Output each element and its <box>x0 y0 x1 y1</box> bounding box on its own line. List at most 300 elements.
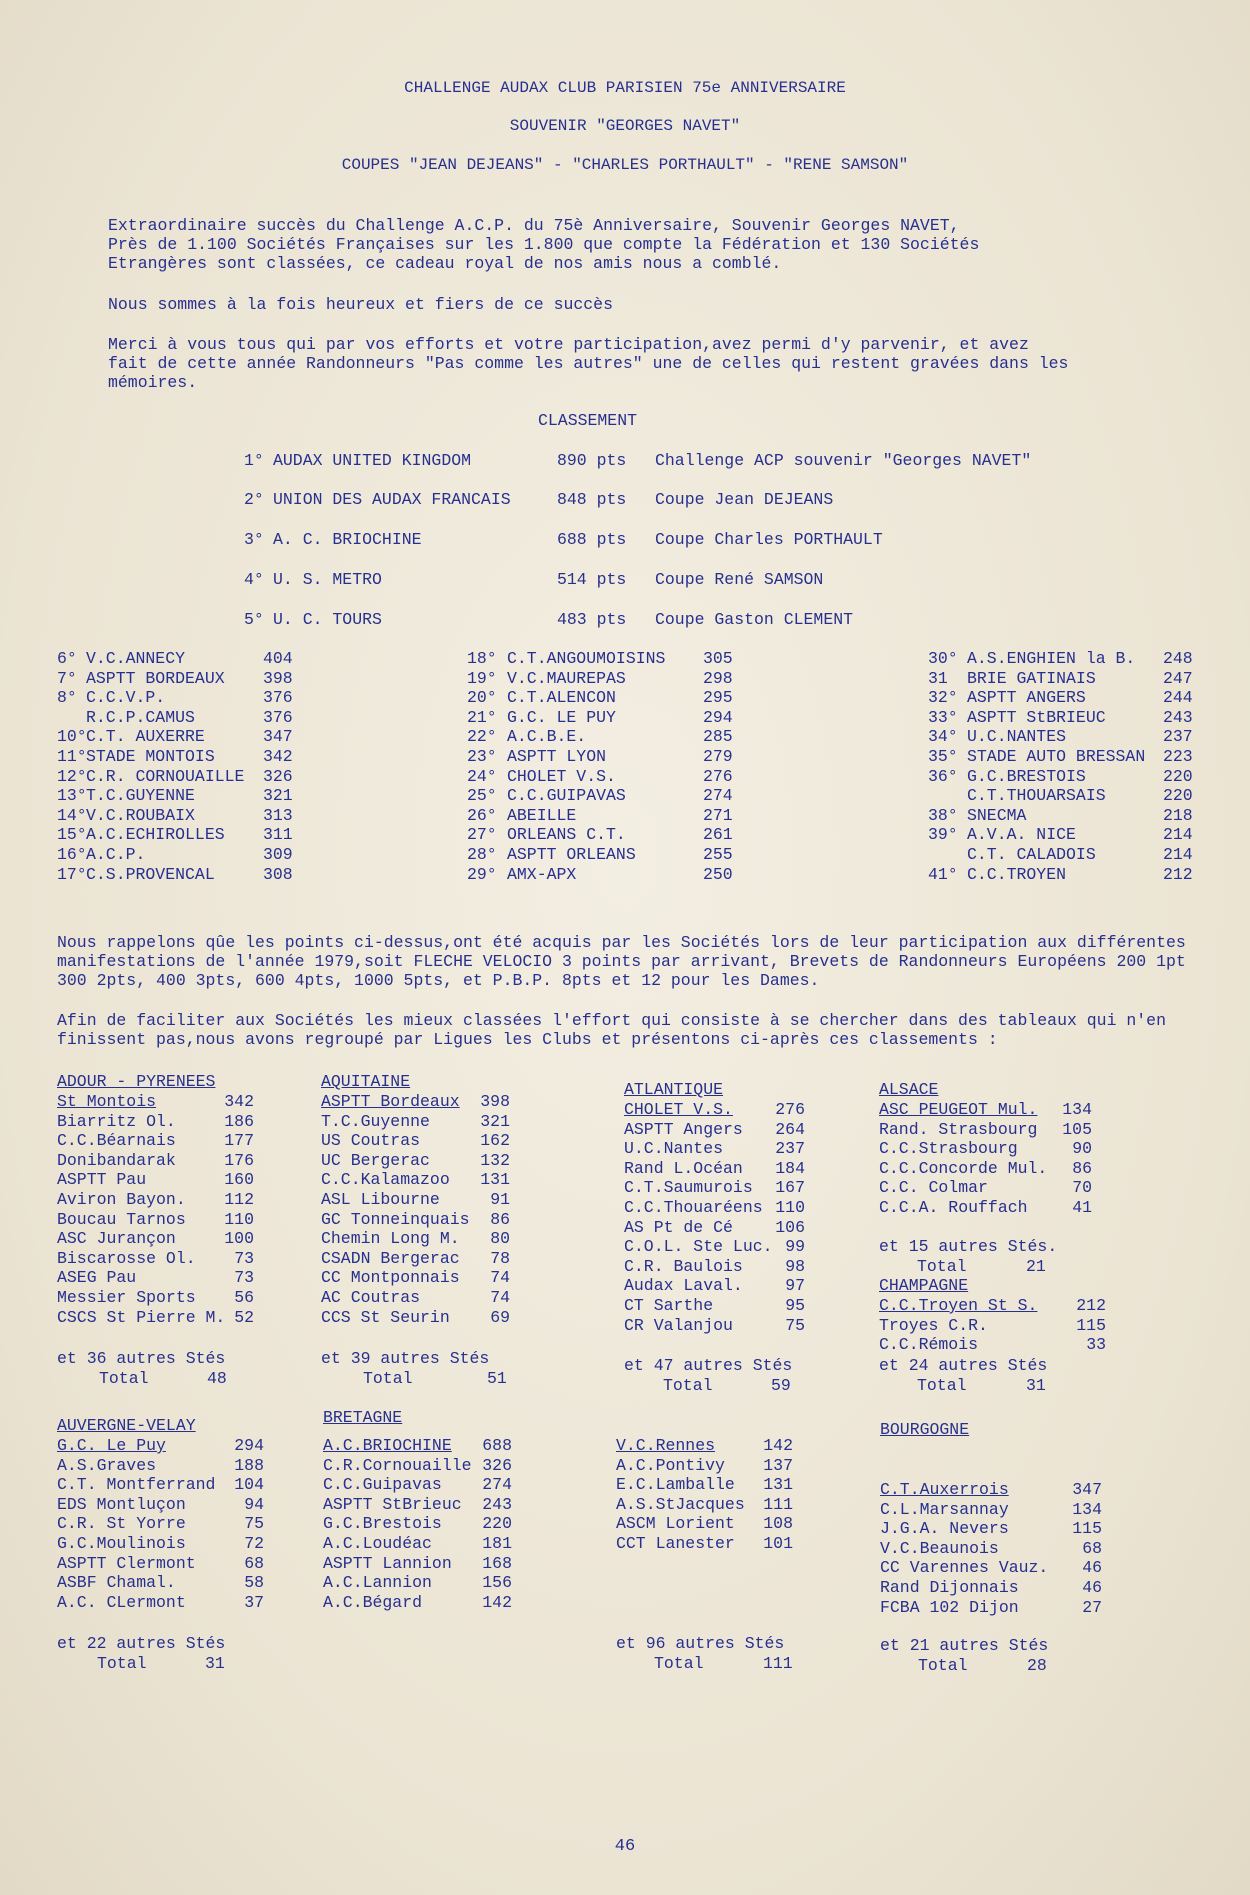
league-points: 131 <box>763 1475 793 1495</box>
league-club: US Coutras <box>321 1131 421 1151</box>
league-points: 100 <box>224 1229 254 1249</box>
league-points: 91 <box>490 1190 510 1209</box>
league-points: 398 <box>480 1092 510 1111</box>
league-points: 156 <box>482 1573 512 1593</box>
top5-club: AUDAX UNITED KINGDOM <box>273 451 472 470</box>
league-others: et 15 autres Stés. <box>879 1237 1058 1256</box>
league-points: 276 <box>775 1100 805 1119</box>
rank-club: ASPTT ANGERS <box>967 688 1086 708</box>
rank-number: 23° <box>467 747 497 766</box>
league-club: FCBA 102 Dijon <box>880 1597 1019 1617</box>
league-club: C.C.A. Rouffach <box>879 1198 1028 1217</box>
league-club: GC Tonneinquais <box>321 1209 470 1229</box>
league-points: 74 <box>490 1268 510 1288</box>
league-club: Biscarosse Ol. <box>57 1248 196 1268</box>
league-points: 132 <box>480 1150 510 1170</box>
top5-rank: 5° <box>244 610 264 629</box>
rank-number: 30° <box>928 649 958 668</box>
league-points: 177 <box>224 1131 254 1151</box>
rank-points: 326 <box>263 766 293 786</box>
league-points: 27 <box>1082 1597 1102 1617</box>
rank-club: C.T.ALENCON <box>507 688 616 708</box>
note1-line2: manifestations de l'année 1979,soit FLECHE VELOCIO 3 points par arrivant, Brevets de Randonneurs Européens 200 1pt <box>57 952 1186 971</box>
rank-club: C.T. AUXERRE <box>86 727 205 747</box>
rank-club: C.T. CALADOIS <box>967 845 1096 864</box>
league-club: T.C.Guyenne <box>321 1111 430 1131</box>
league-club: G.C.Moulinois <box>57 1534 186 1553</box>
league-points: 108 <box>763 1514 793 1534</box>
league-club: A.S.Graves <box>57 1455 157 1475</box>
rank-club: STADE MONTOIS <box>86 747 215 766</box>
league-club: ASPTT Pau <box>57 1170 147 1190</box>
classement-title: CLASSEMENT <box>538 411 638 430</box>
league-title: CHAMPAGNE <box>879 1276 969 1295</box>
rank-club: A.S.ENGHIEN la B. <box>967 649 1136 668</box>
league-total: 28 <box>1027 1655 1047 1675</box>
league-points: 688 <box>482 1436 512 1455</box>
league-club: UC Bergerac <box>321 1150 430 1170</box>
rank-club: G.C.BRESTOIS <box>967 766 1086 786</box>
league-points: 90 <box>1072 1139 1092 1159</box>
league-club: St Montois <box>57 1092 157 1111</box>
league-points: 37 <box>244 1592 264 1612</box>
league-club: CSCS St Pierre M. <box>57 1307 226 1327</box>
league-points: 167 <box>775 1178 805 1198</box>
rank-points: 261 <box>703 825 733 845</box>
league-title: ADOUR - PYRENEES <box>57 1072 216 1091</box>
league-club: A.C.Pontivy <box>616 1455 725 1475</box>
league-others: et 22 autres Stés <box>57 1634 226 1653</box>
rank-points: 398 <box>263 668 293 688</box>
rank-club: A.V.A. NICE <box>967 825 1076 845</box>
rank-club: ASPTT BORDEAUX <box>86 668 225 688</box>
league-others: et 24 autres Stés <box>879 1356 1048 1375</box>
league-total: 59 <box>771 1375 791 1395</box>
league-points: 188 <box>234 1455 264 1475</box>
league-points: 168 <box>482 1553 512 1573</box>
league-total: 31 <box>1026 1375 1046 1395</box>
league-points: 347 <box>1072 1480 1102 1499</box>
league-total-label: Total <box>654 1653 704 1673</box>
rank-number: 26° <box>467 805 497 825</box>
league-title: AQUITAINE <box>321 1072 411 1091</box>
rank-points: 276 <box>703 766 733 786</box>
intro-p1-line3: Etrangères sont classées, ce cadeau royal de nos amis nous a comblé. <box>108 254 782 273</box>
league-points: 342 <box>224 1092 254 1111</box>
intro-p2: Nous sommes à la fois heureux et fiers de ce succès <box>108 295 613 314</box>
rank-points: 295 <box>703 688 733 708</box>
intro-p3-line2: fait de cette année Randonneurs "Pas comme les autres" une de celles qui restent gravées dans les <box>108 354 1069 373</box>
rank-number: 27° <box>467 825 497 845</box>
note2-line2: finissent pas,nous avons regroupé par Ligues les Clubs et présentons ci-après ces classements : <box>57 1030 998 1049</box>
league-club: C.T.Auxerrois <box>880 1480 1009 1499</box>
rank-points: 376 <box>263 688 293 708</box>
rank-club: G.C. LE PUY <box>507 707 616 727</box>
league-club: ASPTT Clermont <box>57 1553 196 1573</box>
rank-points: 214 <box>1163 845 1193 864</box>
league-points: 99 <box>785 1237 805 1257</box>
top5-rank: 3° <box>244 530 264 549</box>
rank-club: R.C.P.CAMUS <box>86 707 195 727</box>
rank-points: 313 <box>263 805 293 825</box>
league-total-label: Total <box>917 1256 967 1276</box>
top5-row <box>0 570 1250 590</box>
rank-points: 305 <box>703 649 733 668</box>
league-others: et 21 autres Stés <box>880 1636 1049 1655</box>
league-points: 274 <box>482 1475 512 1495</box>
top5-row <box>0 490 1250 510</box>
league-club: Audax Laval. <box>624 1276 743 1296</box>
league-points: 98 <box>785 1256 805 1276</box>
page-number: 46 <box>614 1837 636 1856</box>
rank-points: 404 <box>263 649 293 668</box>
league-total-label: Total <box>97 1653 147 1673</box>
rank-points: 274 <box>703 786 733 806</box>
rank-points: 212 <box>1163 864 1193 884</box>
rank-number: 12° <box>57 766 87 786</box>
rank-points: 223 <box>1163 747 1193 766</box>
rank-points: 214 <box>1163 825 1193 845</box>
rank-number: 17° <box>57 864 87 884</box>
league-total: 111 <box>763 1653 793 1673</box>
intro-p1-line1: Extraordinaire succès du Challenge A.C.P. du 75è Anniversaire, Souvenir Georges NAVET, <box>108 216 960 235</box>
league-points: 70 <box>1072 1178 1092 1198</box>
league-total-label: Total <box>99 1368 149 1388</box>
rank-points: 347 <box>263 727 293 747</box>
top5-prize: Challenge ACP souvenir "Georges NAVET" <box>655 451 1032 470</box>
rank-number: 24° <box>467 766 497 786</box>
league-others: et 47 autres Stés <box>624 1356 793 1375</box>
league-total-label: Total <box>917 1375 967 1395</box>
top5-rank: 4° <box>244 570 264 589</box>
rank-club: T.C.GUYENNE <box>86 786 195 806</box>
intro-p3-line3: mémoires. <box>108 373 198 392</box>
league-points: 94 <box>244 1494 264 1514</box>
league-club: A.S.StJacques <box>616 1494 745 1514</box>
league-points: 75 <box>244 1514 264 1534</box>
league-club: V.C.Beaunois <box>880 1538 999 1558</box>
rank-number: 16° <box>57 845 87 864</box>
rank-club: CHOLET V.S. <box>507 766 616 786</box>
league-points: 294 <box>234 1436 264 1455</box>
rank-club: V.C.ROUBAIX <box>86 805 195 825</box>
league-club: A.C.BRIOCHINE <box>323 1436 452 1455</box>
title-line-3: COUPES "JEAN DEJEANS" - "CHARLES PORTHAULT" - "RENE SAMSON" <box>341 156 909 174</box>
rank-points: 309 <box>263 845 293 864</box>
league-title: ATLANTIQUE <box>624 1080 724 1099</box>
title-line-2: SOUVENIR "GEORGES NAVET" <box>509 117 741 135</box>
league-points: 73 <box>234 1248 254 1268</box>
top5-club: U. S. METRO <box>273 570 382 589</box>
league-club: Chemin Long M. <box>321 1229 460 1249</box>
rank-number: 20° <box>467 688 497 708</box>
rank-number: 7° <box>57 668 77 688</box>
rank-number: 18° <box>467 649 497 668</box>
rank-club: C.C.GUIPAVAS <box>507 786 626 806</box>
league-points: 111 <box>763 1494 793 1514</box>
league-club: C.C.Béarnais <box>57 1131 176 1151</box>
league-points: 95 <box>785 1296 805 1315</box>
league-club: ASCM Lorient <box>616 1514 735 1534</box>
league-club: Rand Dijonnais <box>880 1578 1019 1597</box>
rank-points: 376 <box>263 707 293 727</box>
rank-number: 41° <box>928 864 958 884</box>
league-club: E.C.Lamballe <box>616 1475 735 1495</box>
rank-club: ORLEANS C.T. <box>507 825 626 845</box>
rank-points: 311 <box>263 825 293 845</box>
league-club: A.C.Lannion <box>323 1573 432 1593</box>
league-club: Biarritz Ol. <box>57 1111 176 1131</box>
top5-row <box>0 610 1250 630</box>
top5-club: U. C. TOURS <box>273 610 382 629</box>
league-club: Aviron Bayon. <box>57 1190 186 1209</box>
rank-club: ASPTT LYON <box>507 747 607 766</box>
rank-number: 19° <box>467 668 497 688</box>
league-club: Messier Sports <box>57 1288 196 1307</box>
league-points: 73 <box>234 1268 254 1288</box>
rank-points: 308 <box>263 864 293 884</box>
top5-pts: 483 pts <box>557 610 627 629</box>
league-club: Donibandarak <box>57 1150 176 1170</box>
league-title: BRETAGNE <box>323 1408 403 1427</box>
rank-number: 8° <box>57 688 77 708</box>
league-club: C.L.Marsannay <box>880 1499 1009 1519</box>
league-points: 46 <box>1082 1578 1102 1597</box>
league-club: ASPTT Angers <box>624 1119 743 1139</box>
league-club: C.T. Montferrand <box>57 1475 216 1495</box>
league-others: et 39 autres Stés <box>321 1349 490 1368</box>
rank-club: V.C.MAUREPAS <box>507 668 626 688</box>
league-club: A.C.Loudéac <box>323 1534 432 1553</box>
rank-number: 31 <box>928 668 948 688</box>
top5-pts: 890 pts <box>557 451 627 470</box>
rank-club: BRIE GATINAIS <box>967 668 1096 688</box>
rank-club: C.C.V.P. <box>86 688 166 708</box>
league-club: AC Coutras <box>321 1288 421 1307</box>
rank-number: 10° <box>57 727 87 747</box>
league-points: 97 <box>785 1276 805 1296</box>
league-club: ASPTT Lannion <box>323 1553 452 1573</box>
league-club: CCS St Seurin <box>321 1307 450 1327</box>
league-club: C.R. St Yorre <box>57 1514 186 1534</box>
rank-number: 11° <box>57 747 87 766</box>
rank-points: 294 <box>703 707 733 727</box>
rank-points: 342 <box>263 747 293 766</box>
league-club: Rand. Strasbourg <box>879 1119 1038 1139</box>
rank-number: 21° <box>467 707 497 727</box>
top5-prize: Coupe Charles PORTHAULT <box>655 530 883 549</box>
rank-club: ASPTT ORLEANS <box>507 845 636 864</box>
intro-p1-line2: Près de 1.100 Sociétés Françaises sur les 1.800 que compte la Fédération et 130 Sociétés <box>108 235 980 254</box>
league-points: 52 <box>234 1307 254 1327</box>
league-points: 104 <box>234 1475 264 1495</box>
top5-rank: 2° <box>244 490 264 509</box>
league-club: C.R. Baulois <box>624 1256 743 1276</box>
league-club: CHOLET V.S. <box>624 1100 733 1119</box>
rank-points: 243 <box>1163 707 1193 727</box>
league-club: CSADN Bergerac <box>321 1248 460 1268</box>
league-club: CCT Lanester <box>616 1534 735 1553</box>
league-points: 212 <box>1076 1296 1106 1315</box>
league-points: 220 <box>482 1514 512 1534</box>
league-title: AUVERGNE-VELAY <box>57 1416 196 1435</box>
league-club: CC Varennes Vauz. <box>880 1558 1049 1578</box>
league-club: C.C. Colmar <box>879 1178 988 1198</box>
league-club: C.C.Troyen St S. <box>879 1296 1038 1315</box>
top5-row <box>0 530 1250 550</box>
rank-club: A.C.B.E. <box>507 727 587 747</box>
rank-number: 28° <box>467 845 497 864</box>
league-points: 75 <box>785 1315 805 1335</box>
league-points: 69 <box>490 1307 510 1327</box>
top5-prize: Coupe René SAMSON <box>655 570 824 589</box>
league-club: C.O.L. Ste Luc. <box>624 1237 773 1257</box>
rank-number: 29° <box>467 864 497 884</box>
league-club: V.C.Rennes <box>616 1436 716 1455</box>
league-points: 86 <box>1072 1158 1092 1178</box>
rank-points: 220 <box>1163 786 1193 806</box>
rank-club: V.C.ANNECY <box>86 649 186 668</box>
rank-points: 220 <box>1163 766 1193 786</box>
rank-points: 298 <box>703 668 733 688</box>
league-club: Rand L.Océan <box>624 1158 743 1178</box>
league-points: 101 <box>763 1534 793 1553</box>
league-club: G.C.Brestois <box>323 1514 442 1534</box>
rank-club: C.R. CORNOUAILLE <box>86 766 245 786</box>
league-points: 131 <box>480 1170 510 1190</box>
league-points: 264 <box>775 1119 805 1139</box>
league-points: 181 <box>482 1534 512 1553</box>
league-points: 142 <box>482 1592 512 1612</box>
rank-club: ABEILLE <box>507 805 577 825</box>
league-points: 115 <box>1072 1519 1102 1539</box>
league-club: ASC PEUGEOT Mul. <box>879 1100 1038 1119</box>
league-points: 326 <box>482 1455 512 1475</box>
league-title: BOURGOGNE <box>880 1420 970 1439</box>
league-total-label: Total <box>363 1368 413 1388</box>
league-points: 33 <box>1086 1335 1106 1355</box>
league-points: 46 <box>1082 1558 1102 1578</box>
league-club: ASPTT Bordeaux <box>321 1092 460 1111</box>
league-points: 134 <box>1072 1499 1102 1519</box>
league-points: 110 <box>775 1198 805 1217</box>
league-points: 58 <box>244 1573 264 1593</box>
league-club: Troyes C.R. <box>879 1315 988 1335</box>
league-club: CC Montponnais <box>321 1268 460 1288</box>
league-club: ASC Jurançon <box>57 1229 176 1249</box>
top5-pts: 848 pts <box>557 490 627 509</box>
league-club: C.R.Cornouaille <box>323 1455 472 1475</box>
top5-club: UNION DES AUDAX FRANCAIS <box>273 490 511 509</box>
league-points: 80 <box>490 1229 510 1249</box>
top5-row <box>0 451 1250 471</box>
league-total-label: Total <box>663 1375 713 1395</box>
league-title: ALSACE <box>879 1080 939 1099</box>
league-club: A.C. CLermont <box>57 1592 186 1612</box>
rank-points: 247 <box>1163 668 1193 688</box>
league-others: et 36 autres Stés <box>57 1349 226 1368</box>
league-total-label: Total <box>918 1655 968 1675</box>
top5-rank: 1° <box>244 451 264 470</box>
league-club: ASPTT StBrieuc <box>323 1494 462 1514</box>
intro-p3-line1: Merci à vous tous qui par vos efforts et votre participation,avez permi d'y parvenir, et avez <box>108 335 1029 354</box>
rank-points: 285 <box>703 727 733 747</box>
league-points: 184 <box>775 1158 805 1178</box>
rank-number: 25° <box>467 786 497 806</box>
league-points: 68 <box>1082 1538 1102 1558</box>
league-points: 243 <box>482 1494 512 1514</box>
league-club: ASBF Chamal. <box>57 1573 176 1593</box>
league-club: ASEG Pau <box>57 1268 137 1288</box>
league-club: EDS Montluçon <box>57 1494 186 1514</box>
top5-pts: 688 pts <box>557 530 627 549</box>
league-points: 72 <box>244 1534 264 1553</box>
rank-club: A.C.ECHIROLLES <box>86 825 225 845</box>
rank-club: C.T.THOUARSAIS <box>967 786 1106 806</box>
rank-points: 321 <box>263 786 293 806</box>
rank-points: 279 <box>703 747 733 766</box>
rank-points: 250 <box>703 864 733 884</box>
rank-points: 248 <box>1163 649 1193 668</box>
rank-club: U.C.NANTES <box>967 727 1067 747</box>
title-line-1: CHALLENGE AUDAX CLUB PARISIEN 75e ANNIVERSAIRE <box>404 79 846 97</box>
rank-club: A.C.P. <box>86 845 146 864</box>
league-points: 56 <box>234 1288 254 1307</box>
rank-number: 35° <box>928 747 958 766</box>
top5-club: A. C. BRIOCHINE <box>273 530 422 549</box>
league-total: 48 <box>207 1368 227 1388</box>
rank-club: AMX-APX <box>507 864 577 884</box>
league-club: CT Sarthe <box>624 1296 714 1315</box>
league-points: 115 <box>1076 1315 1106 1335</box>
rank-number: 38° <box>928 805 958 825</box>
league-points: 78 <box>490 1248 510 1268</box>
rank-club: ASPTT StBRIEUC <box>967 707 1106 727</box>
league-points: 74 <box>490 1288 510 1307</box>
rank-number: 32° <box>928 688 958 708</box>
rank-number: 39° <box>928 825 958 845</box>
league-points: 41 <box>1072 1198 1092 1217</box>
rank-points: 271 <box>703 805 733 825</box>
rank-points: 237 <box>1163 727 1193 747</box>
rank-club: C.S.PROVENCAL <box>86 864 215 884</box>
league-club: Boucau Tarnos <box>57 1209 186 1229</box>
league-club: C.T.Saumurois <box>624 1178 753 1198</box>
league-points: 186 <box>224 1111 254 1131</box>
rank-points: 255 <box>703 845 733 864</box>
rank-number: 14° <box>57 805 87 825</box>
league-points: 137 <box>763 1455 793 1475</box>
league-points: 68 <box>244 1553 264 1573</box>
league-points: 237 <box>775 1139 805 1159</box>
rank-number: 6° <box>57 649 77 668</box>
league-points: 321 <box>480 1111 510 1131</box>
league-club: U.C.Nantes <box>624 1139 724 1159</box>
rank-club: C.C.TROYEN <box>967 864 1067 884</box>
league-club: C.C.Kalamazoo <box>321 1170 450 1190</box>
rank-number: 22° <box>467 727 497 747</box>
rank-points: 218 <box>1163 805 1193 825</box>
note1-line3: 300 2pts, 400 3pts, 600 4pts, 1000 5pts, et P.B.P. 8pts et 12 pour les Dames. <box>57 971 820 990</box>
league-points: 112 <box>224 1190 254 1209</box>
note2-line1: Afin de faciliter aux Sociétés les mieux classées l'effort qui consiste à se chercher dans des tableaux qui n'en <box>57 1011 1166 1030</box>
league-points: 160 <box>224 1170 254 1190</box>
league-club: C.C.Thouaréens <box>624 1198 763 1217</box>
league-total: 31 <box>205 1653 225 1673</box>
league-points: 105 <box>1062 1119 1092 1139</box>
note1-line1: Nous rappelons qûe les points ci-dessus,ont été acquis par les Sociétés lors de leur participation aux différentes <box>57 933 1186 952</box>
league-club: C.C.Strasbourg <box>879 1139 1018 1159</box>
